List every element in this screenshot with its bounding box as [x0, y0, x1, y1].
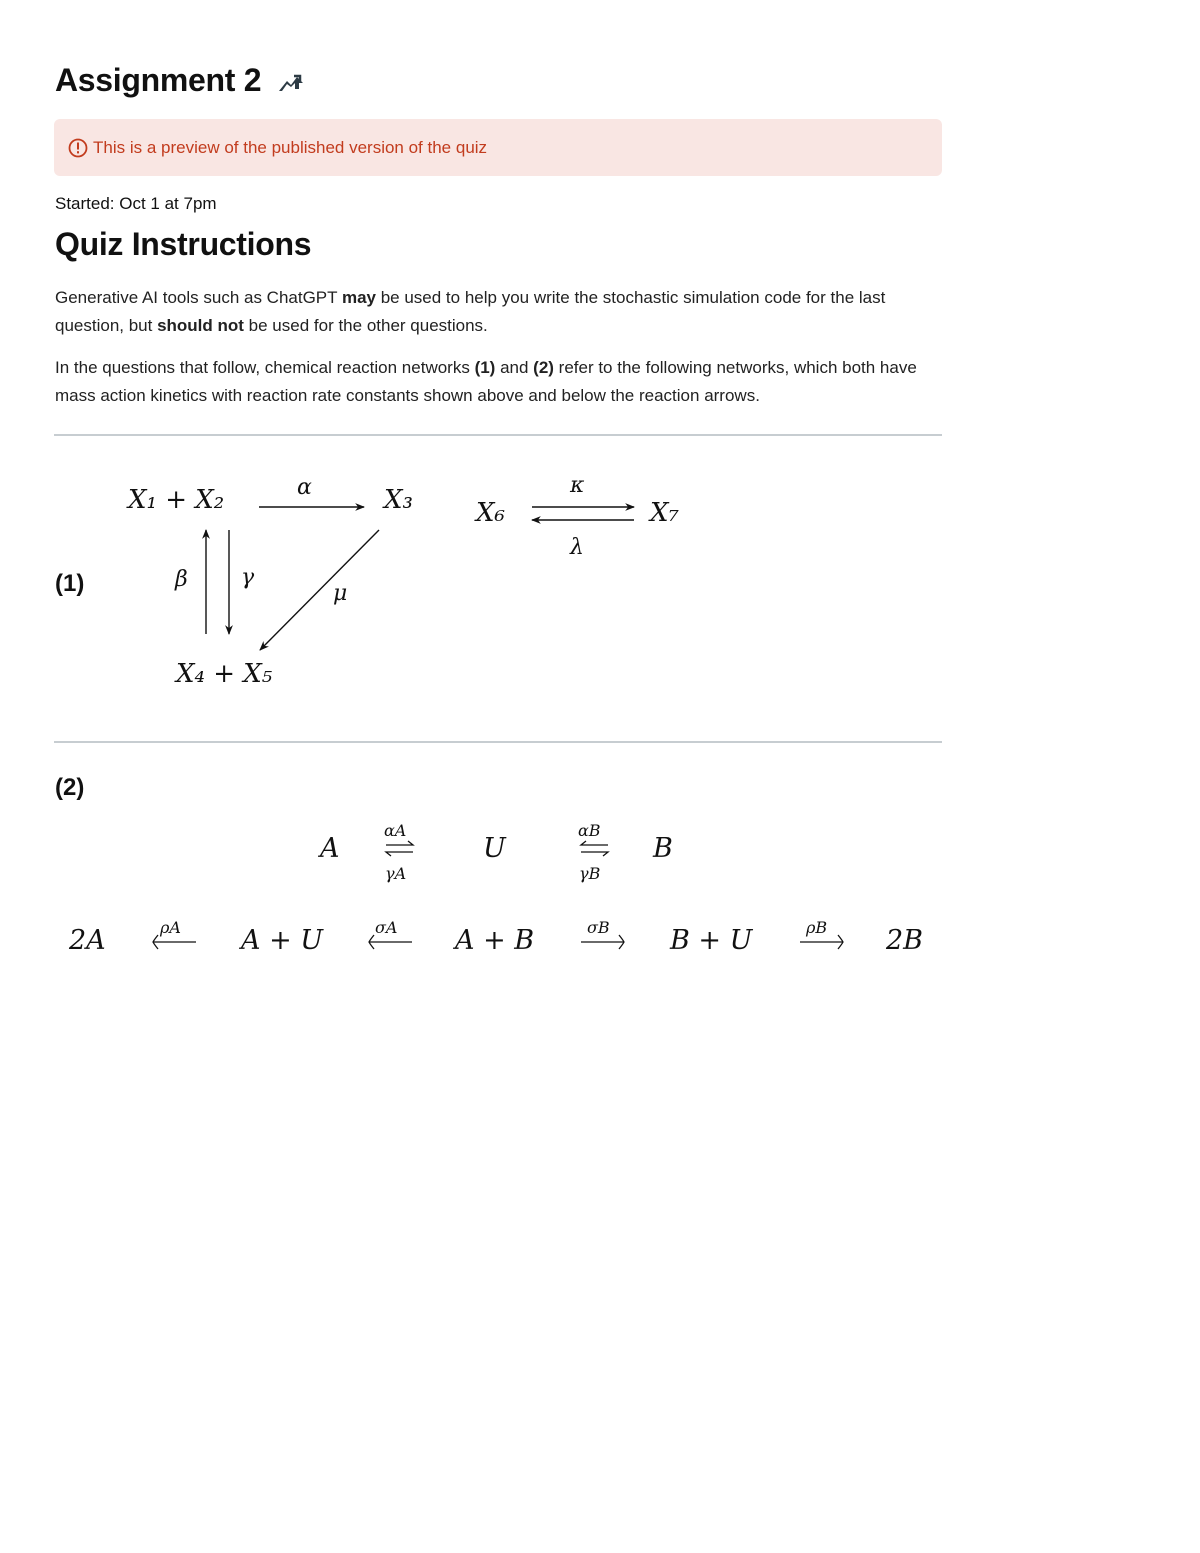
rate-gamma-a: γA: [385, 864, 407, 883]
species-b-plus-u: B + U: [670, 925, 753, 956]
arrow-gamma-a: [386, 852, 413, 856]
instructions-heading: Quiz Instructions: [55, 226, 312, 262]
emphasis-should-not: should not: [157, 316, 244, 335]
emphasis-network-1: (1): [474, 358, 496, 377]
emphasis-may: may: [341, 288, 376, 307]
arrow-alpha-b: [581, 841, 608, 845]
species-x7: X₇: [650, 498, 679, 528]
species-x6: X₆: [476, 498, 505, 528]
rate-rho-b: ρB: [806, 918, 828, 937]
rate-lambda: λ: [570, 535, 584, 560]
alert-text: This is a preview of the published version of the quiz: [93, 137, 488, 157]
species-2b: 2B: [886, 925, 924, 956]
rate-beta: β: [175, 567, 188, 592]
arrow-sigma-a: [369, 935, 412, 949]
divider: [54, 741, 942, 743]
text-segment: be used to help you write the stochastic simulation code for the last question, but: [55, 288, 886, 335]
rate-alpha-b: αB: [578, 821, 601, 840]
emphasis-network-2: (2): [533, 358, 554, 377]
rate-sigma-b: σB: [587, 918, 610, 937]
network-2-label: (2): [55, 774, 85, 801]
species-x1-x2: X₁ + X₂: [128, 485, 225, 515]
species-2a: 2A: [69, 925, 106, 956]
network-1-label: (1): [55, 570, 85, 597]
arrow-rho-b: [800, 935, 843, 949]
page-title: Assignment 2: [55, 62, 262, 98]
species-a-plus-u: A + U: [241, 925, 324, 956]
text-segment: be used for the other questions.: [243, 316, 488, 335]
text-segment: and: [495, 358, 534, 377]
species-a-plus-b: A + B: [455, 925, 535, 956]
rate-gamma-b: γB: [579, 864, 601, 883]
rate-rho-a: ρA: [160, 918, 181, 937]
rate-alpha-a: αA: [384, 821, 407, 840]
species-u: U: [483, 833, 506, 864]
rate-kappa: κ: [570, 473, 585, 498]
rate-alpha: α: [297, 475, 312, 500]
arrow-sigma-b: [581, 935, 624, 949]
started-time: Started: Oct 1 at 7pm: [55, 194, 217, 213]
rate-mu: μ: [333, 581, 348, 606]
rate-sigma-a: σA: [375, 918, 398, 937]
species-x3: X₃: [384, 485, 413, 515]
species-x4-x5: X₄ + X₅: [176, 659, 273, 689]
arrow-gamma-b: [581, 852, 608, 856]
arrow-mu: [260, 530, 379, 650]
rate-gamma: γ: [241, 565, 255, 590]
arrow-alpha-a: [386, 841, 413, 845]
arrow-rho-a: [153, 935, 196, 949]
species-a: A: [320, 833, 340, 864]
text-segment: Generative AI tools such as ChatGPT: [55, 288, 342, 307]
text-segment: refer to the following networks, which both have mass action kinetics with reaction rate constants shown above and below the reaction arrows.: [55, 358, 917, 405]
species-b: B: [653, 833, 673, 864]
text-segment: In the questions that follow, chemical reaction networks: [55, 358, 475, 377]
